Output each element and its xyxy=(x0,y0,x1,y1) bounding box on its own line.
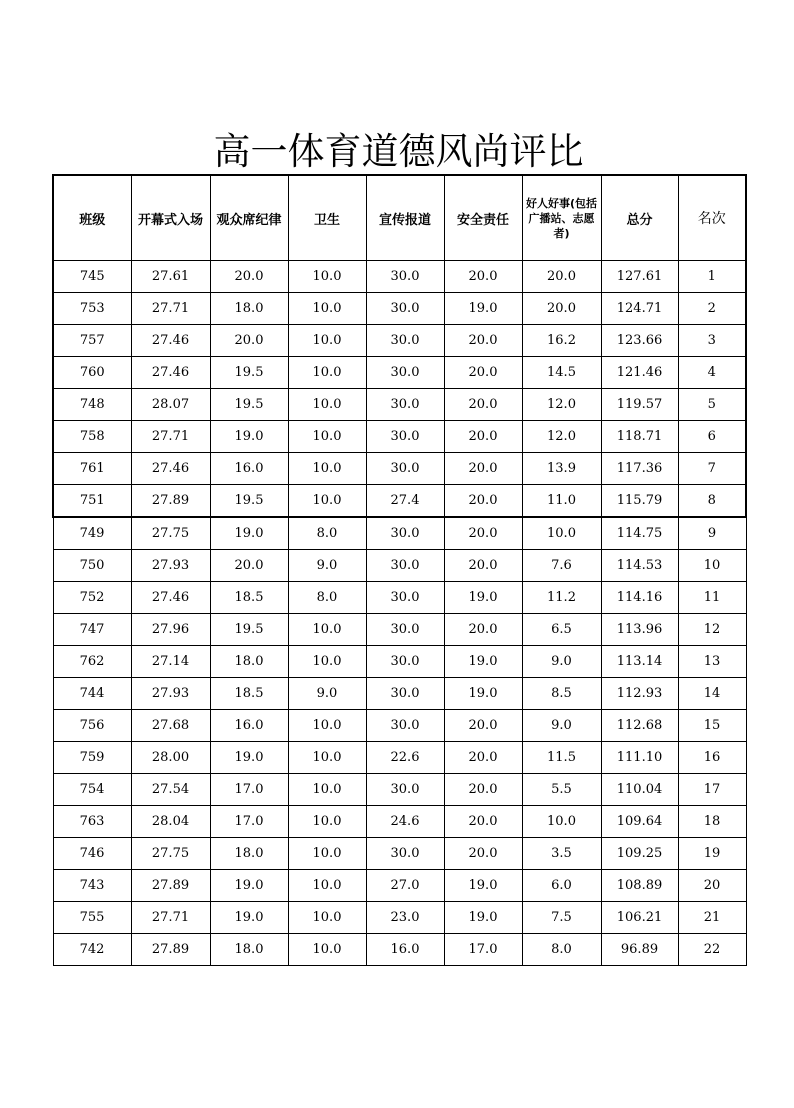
publicity-cell: 30.0 xyxy=(366,838,444,870)
hygiene-cell: 10.0 xyxy=(288,293,366,325)
audience-discipline-cell: 19.0 xyxy=(210,421,288,453)
audience-discipline-cell: 19.0 xyxy=(210,902,288,934)
class-cell: 756 xyxy=(53,710,131,742)
hygiene-cell: 8.0 xyxy=(288,582,366,614)
hygiene-cell: 10.0 xyxy=(288,357,366,389)
audience-discipline-cell: 16.0 xyxy=(210,453,288,485)
good-deeds-cell: 11.0 xyxy=(522,485,601,518)
publicity-cell: 30.0 xyxy=(366,582,444,614)
total-cell: 109.64 xyxy=(601,806,678,838)
class-cell: 750 xyxy=(53,550,131,582)
total-cell: 110.04 xyxy=(601,774,678,806)
rank-cell: 15 xyxy=(678,710,746,742)
rank-cell: 7 xyxy=(678,453,746,485)
good-deeds-cell: 8.0 xyxy=(522,934,601,966)
total-cell: 119.57 xyxy=(601,389,678,421)
total-cell: 108.89 xyxy=(601,870,678,902)
publicity-cell: 30.0 xyxy=(366,389,444,421)
safety-cell: 19.0 xyxy=(444,870,522,902)
audience-discipline-cell: 19.0 xyxy=(210,742,288,774)
publicity-cell: 30.0 xyxy=(366,550,444,582)
table-row xyxy=(53,517,746,550)
opening-ceremony-cell: 27.96 xyxy=(131,614,210,646)
safety-cell: 17.0 xyxy=(444,934,522,966)
table-row xyxy=(53,902,746,934)
good-deeds-cell: 6.0 xyxy=(522,870,601,902)
safety-cell: 20.0 xyxy=(444,421,522,453)
good-deeds-cell: 13.9 xyxy=(522,453,601,485)
rank-cell: 18 xyxy=(678,806,746,838)
total-cell: 112.93 xyxy=(601,678,678,710)
good-deeds-cell: 10.0 xyxy=(522,517,601,550)
table-row xyxy=(53,838,746,870)
publicity-cell: 30.0 xyxy=(366,710,444,742)
total-cell: 127.61 xyxy=(601,261,678,293)
good-deeds-cell: 16.2 xyxy=(522,325,601,357)
class-cell: 755 xyxy=(53,902,131,934)
safety-header: 安全责任 xyxy=(444,175,522,261)
publicity-cell: 30.0 xyxy=(366,678,444,710)
table-row xyxy=(53,646,746,678)
total-cell: 106.21 xyxy=(601,902,678,934)
total-cell: 113.14 xyxy=(601,646,678,678)
opening-ceremony-cell: 27.61 xyxy=(131,261,210,293)
publicity-cell: 24.6 xyxy=(366,806,444,838)
safety-cell: 19.0 xyxy=(444,646,522,678)
opening-ceremony-cell: 28.07 xyxy=(131,389,210,421)
class-cell: 760 xyxy=(53,357,131,389)
rank-cell: 12 xyxy=(678,614,746,646)
class-cell: 753 xyxy=(53,293,131,325)
header-row xyxy=(53,175,746,261)
safety-cell: 20.0 xyxy=(444,325,522,357)
safety-cell: 19.0 xyxy=(444,902,522,934)
class-cell: 749 xyxy=(53,517,131,550)
safety-cell: 20.0 xyxy=(444,774,522,806)
opening-ceremony-cell: 27.71 xyxy=(131,421,210,453)
good-deeds-cell: 3.5 xyxy=(522,838,601,870)
rank-cell: 3 xyxy=(678,325,746,357)
good-deeds-cell: 6.5 xyxy=(522,614,601,646)
good-deeds-header: 好人好事(包括广播站、志愿者) xyxy=(522,175,601,261)
table-body xyxy=(53,261,746,966)
table-row xyxy=(53,421,746,453)
audience-discipline-cell: 20.0 xyxy=(210,325,288,357)
safety-cell: 20.0 xyxy=(444,838,522,870)
hygiene-cell: 9.0 xyxy=(288,550,366,582)
table-row xyxy=(53,934,746,966)
opening-ceremony-cell: 27.89 xyxy=(131,870,210,902)
class-cell: 742 xyxy=(53,934,131,966)
hygiene-cell: 10.0 xyxy=(288,806,366,838)
table-row xyxy=(53,806,746,838)
good-deeds-cell: 9.0 xyxy=(522,710,601,742)
total-cell: 124.71 xyxy=(601,293,678,325)
class-cell: 752 xyxy=(53,582,131,614)
class-cell: 758 xyxy=(53,421,131,453)
good-deeds-cell: 14.5 xyxy=(522,357,601,389)
safety-cell: 20.0 xyxy=(444,389,522,421)
opening-ceremony-cell: 27.14 xyxy=(131,646,210,678)
rank-cell: 2 xyxy=(678,293,746,325)
class-cell: 754 xyxy=(53,774,131,806)
hygiene-cell: 10.0 xyxy=(288,325,366,357)
publicity-cell: 30.0 xyxy=(366,614,444,646)
rank-cell: 22 xyxy=(678,934,746,966)
opening-ceremony-cell: 27.93 xyxy=(131,550,210,582)
table-row xyxy=(53,550,746,582)
safety-cell: 20.0 xyxy=(444,710,522,742)
good-deeds-cell: 11.2 xyxy=(522,582,601,614)
publicity-cell: 23.0 xyxy=(366,902,444,934)
hygiene-cell: 8.0 xyxy=(288,517,366,550)
class-cell: 746 xyxy=(53,838,131,870)
audience-discipline-cell: 17.0 xyxy=(210,774,288,806)
hygiene-cell: 10.0 xyxy=(288,934,366,966)
total-cell: 121.46 xyxy=(601,357,678,389)
publicity-cell: 30.0 xyxy=(366,774,444,806)
rank-cell: 16 xyxy=(678,742,746,774)
audience-discipline-cell: 18.5 xyxy=(210,678,288,710)
total-cell: 111.10 xyxy=(601,742,678,774)
good-deeds-cell: 9.0 xyxy=(522,646,601,678)
rank-cell: 1 xyxy=(678,261,746,293)
publicity-cell: 30.0 xyxy=(366,646,444,678)
publicity-cell: 30.0 xyxy=(366,421,444,453)
publicity-cell: 22.6 xyxy=(366,742,444,774)
audience-discipline-cell: 16.0 xyxy=(210,710,288,742)
safety-cell: 20.0 xyxy=(444,550,522,582)
rank-cell: 14 xyxy=(678,678,746,710)
publicity-cell: 30.0 xyxy=(366,453,444,485)
audience-discipline-cell: 19.5 xyxy=(210,485,288,518)
good-deeds-cell: 8.5 xyxy=(522,678,601,710)
total-cell: 117.36 xyxy=(601,453,678,485)
table-row xyxy=(53,453,746,485)
safety-cell: 20.0 xyxy=(444,614,522,646)
opening-ceremony-cell: 28.04 xyxy=(131,806,210,838)
opening-ceremony-cell: 27.75 xyxy=(131,838,210,870)
table-row xyxy=(53,582,746,614)
class-cell: 757 xyxy=(53,325,131,357)
hygiene-cell: 9.0 xyxy=(288,678,366,710)
good-deeds-cell: 20.0 xyxy=(522,293,601,325)
safety-cell: 19.0 xyxy=(444,293,522,325)
safety-cell: 19.0 xyxy=(444,678,522,710)
hygiene-cell: 10.0 xyxy=(288,261,366,293)
audience-discipline-cell: 18.0 xyxy=(210,293,288,325)
rank-cell: 5 xyxy=(678,389,746,421)
good-deeds-cell: 5.5 xyxy=(522,774,601,806)
total-cell: 114.53 xyxy=(601,550,678,582)
opening-ceremony-cell: 27.93 xyxy=(131,678,210,710)
opening-ceremony-cell: 27.46 xyxy=(131,453,210,485)
opening-ceremony-cell: 27.46 xyxy=(131,357,210,389)
table-row xyxy=(53,389,746,421)
class-cell: 747 xyxy=(53,614,131,646)
total-cell: 114.75 xyxy=(601,517,678,550)
good-deeds-cell: 12.0 xyxy=(522,421,601,453)
rank-cell: 9 xyxy=(678,517,746,550)
audience-discipline-cell: 19.5 xyxy=(210,357,288,389)
audience-discipline-cell: 18.0 xyxy=(210,838,288,870)
table-row xyxy=(53,870,746,902)
rank-cell: 17 xyxy=(678,774,746,806)
hygiene-cell: 10.0 xyxy=(288,453,366,485)
total-cell: 113.96 xyxy=(601,614,678,646)
total-cell: 115.79 xyxy=(601,485,678,518)
opening-ceremony-cell: 27.46 xyxy=(131,582,210,614)
publicity-cell: 27.4 xyxy=(366,485,444,518)
hygiene-header: 卫生 xyxy=(288,175,366,261)
publicity-cell: 30.0 xyxy=(366,325,444,357)
audience-discipline-cell: 18.0 xyxy=(210,934,288,966)
rank-cell: 4 xyxy=(678,357,746,389)
opening-ceremony-cell: 27.54 xyxy=(131,774,210,806)
table-row xyxy=(53,742,746,774)
total-cell: 112.68 xyxy=(601,710,678,742)
publicity-cell: 30.0 xyxy=(366,357,444,389)
hygiene-cell: 10.0 xyxy=(288,389,366,421)
hygiene-cell: 10.0 xyxy=(288,838,366,870)
publicity-cell: 16.0 xyxy=(366,934,444,966)
score-table xyxy=(52,174,747,966)
publicity-cell: 30.0 xyxy=(366,293,444,325)
rank-cell: 11 xyxy=(678,582,746,614)
audience-discipline-cell: 17.0 xyxy=(210,806,288,838)
safety-cell: 20.0 xyxy=(444,261,522,293)
audience-discipline-cell: 18.0 xyxy=(210,646,288,678)
total-cell: 118.71 xyxy=(601,421,678,453)
rank-cell: 8 xyxy=(678,485,746,518)
table-row xyxy=(53,261,746,293)
safety-cell: 20.0 xyxy=(444,357,522,389)
publicity-cell: 27.0 xyxy=(366,870,444,902)
page-title: 高一体育道德风尚评比 xyxy=(213,130,584,173)
safety-cell: 20.0 xyxy=(444,517,522,550)
table-row xyxy=(53,293,746,325)
good-deeds-cell: 12.0 xyxy=(522,389,601,421)
opening-ceremony-cell: 27.71 xyxy=(131,902,210,934)
hygiene-cell: 10.0 xyxy=(288,774,366,806)
audience-discipline-cell: 18.5 xyxy=(210,582,288,614)
opening-ceremony-cell: 27.68 xyxy=(131,710,210,742)
opening-ceremony-cell: 27.46 xyxy=(131,325,210,357)
total-cell: 123.66 xyxy=(601,325,678,357)
publicity-cell: 30.0 xyxy=(366,261,444,293)
table-row xyxy=(53,325,746,357)
table-header xyxy=(53,175,746,261)
hygiene-cell: 10.0 xyxy=(288,870,366,902)
rank-cell: 20 xyxy=(678,870,746,902)
audience-discipline-cell: 20.0 xyxy=(210,550,288,582)
safety-cell: 20.0 xyxy=(444,742,522,774)
opening-ceremony-cell: 27.89 xyxy=(131,485,210,518)
audience-discipline-cell: 19.0 xyxy=(210,870,288,902)
opening-ceremony-cell: 27.75 xyxy=(131,517,210,550)
hygiene-cell: 10.0 xyxy=(288,710,366,742)
rank-header: 名次 xyxy=(678,175,746,261)
class-header: 班级 xyxy=(53,175,131,261)
total-cell: 109.25 xyxy=(601,838,678,870)
total-cell: 114.16 xyxy=(601,582,678,614)
rank-cell: 13 xyxy=(678,646,746,678)
hygiene-cell: 10.0 xyxy=(288,421,366,453)
class-cell: 763 xyxy=(53,806,131,838)
class-cell: 744 xyxy=(53,678,131,710)
good-deeds-cell: 7.6 xyxy=(522,550,601,582)
table-row xyxy=(53,678,746,710)
opening-ceremony-header: 开幕式入场 xyxy=(131,175,210,261)
class-cell: 761 xyxy=(53,453,131,485)
audience-discipline-cell: 19.5 xyxy=(210,614,288,646)
hygiene-cell: 10.0 xyxy=(288,614,366,646)
table-row xyxy=(53,357,746,389)
total-header: 总分 xyxy=(601,175,678,261)
rank-cell: 19 xyxy=(678,838,746,870)
class-cell: 759 xyxy=(53,742,131,774)
good-deeds-cell: 7.5 xyxy=(522,902,601,934)
audience-discipline-cell: 19.5 xyxy=(210,389,288,421)
opening-ceremony-cell: 27.89 xyxy=(131,934,210,966)
class-cell: 751 xyxy=(53,485,131,518)
rank-cell: 21 xyxy=(678,902,746,934)
safety-cell: 20.0 xyxy=(444,485,522,518)
safety-cell: 20.0 xyxy=(444,453,522,485)
table-row xyxy=(53,774,746,806)
good-deeds-cell: 20.0 xyxy=(522,261,601,293)
total-cell: 96.89 xyxy=(601,934,678,966)
rank-cell: 10 xyxy=(678,550,746,582)
hygiene-cell: 10.0 xyxy=(288,485,366,518)
audience-discipline-cell: 19.0 xyxy=(210,517,288,550)
hygiene-cell: 10.0 xyxy=(288,902,366,934)
publicity-header: 宣传报道 xyxy=(366,175,444,261)
class-cell: 748 xyxy=(53,389,131,421)
table-row xyxy=(53,710,746,742)
class-cell: 745 xyxy=(53,261,131,293)
audience-discipline-cell: 20.0 xyxy=(210,261,288,293)
publicity-cell: 30.0 xyxy=(366,517,444,550)
class-cell: 743 xyxy=(53,870,131,902)
good-deeds-cell: 11.5 xyxy=(522,742,601,774)
hygiene-cell: 10.0 xyxy=(288,742,366,774)
table-row xyxy=(53,614,746,646)
hygiene-cell: 10.0 xyxy=(288,646,366,678)
safety-cell: 20.0 xyxy=(444,806,522,838)
good-deeds-cell: 10.0 xyxy=(522,806,601,838)
table-row xyxy=(53,485,746,518)
opening-ceremony-cell: 28.00 xyxy=(131,742,210,774)
safety-cell: 19.0 xyxy=(444,582,522,614)
audience-discipline-header: 观众席纪律 xyxy=(210,175,288,261)
class-cell: 762 xyxy=(53,646,131,678)
opening-ceremony-cell: 27.71 xyxy=(131,293,210,325)
rank-cell: 6 xyxy=(678,421,746,453)
